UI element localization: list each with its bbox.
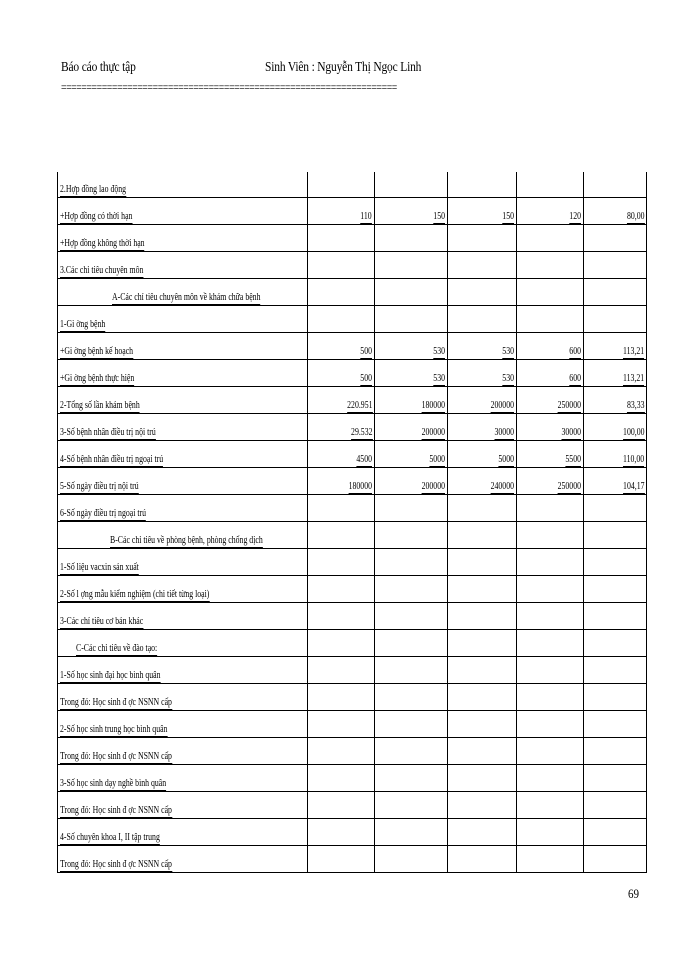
table-row [58, 414, 647, 441]
row-label-cell [58, 819, 308, 846]
row-label: Trong đó: Học sinh đ ợc NSNN cấp [60, 805, 172, 816]
value-cell [308, 765, 375, 792]
cell-value: 200000 [490, 400, 514, 411]
value-cell [375, 765, 448, 792]
table-row [58, 333, 647, 360]
table-body [58, 172, 647, 873]
table-row [58, 765, 647, 792]
row-label: 3.Các chỉ tiêu chuyên môn [60, 265, 144, 276]
value-cell [375, 711, 448, 738]
value-cell [375, 792, 448, 819]
value-cell [517, 765, 584, 792]
row-label: 1-Gi ờng bệnh [60, 319, 106, 330]
value-cell [308, 225, 375, 252]
value-cell [448, 360, 517, 387]
row-label-cell [58, 306, 308, 333]
value-cell [448, 333, 517, 360]
value-cell [448, 414, 517, 441]
row-label-cell [58, 414, 308, 441]
cell-value: 530 [502, 373, 514, 384]
row-label-cell [58, 576, 308, 603]
row-label: 2-Số học sinh trung học bình quân [60, 724, 168, 735]
value-cell [448, 657, 517, 684]
row-label: 1-Số học sinh đại học bình quân [60, 670, 161, 681]
cell-value: 250000 [557, 481, 581, 492]
table-row [58, 468, 647, 495]
value-cell [448, 819, 517, 846]
value-cell [375, 414, 448, 441]
cell-value: 113,21 [622, 373, 644, 384]
value-cell [308, 576, 375, 603]
value-cell [308, 630, 375, 657]
report-title: Báo cáo thực tập [61, 60, 136, 75]
row-label-cell [58, 549, 308, 576]
value-cell [448, 576, 517, 603]
value-cell [375, 441, 448, 468]
row-label-cell [58, 522, 308, 549]
cell-value: 110,00 [622, 454, 644, 465]
row-label-cell [58, 657, 308, 684]
row-label: A-Các chỉ tiêu chuyên môn về khám chữa bệnh [112, 292, 261, 303]
cell-value: 500 [360, 373, 372, 384]
value-cell [584, 172, 647, 198]
table-row [58, 630, 647, 657]
cell-value: 30000 [561, 427, 581, 438]
value-cell [584, 360, 647, 387]
table-row [58, 738, 647, 765]
value-cell [308, 414, 375, 441]
student-name: Sinh Viên : Nguyễn Thị Ngọc Linh [265, 60, 422, 75]
row-label-cell [58, 765, 308, 792]
value-cell [584, 846, 647, 873]
statistics-table [57, 172, 647, 873]
row-label-cell [58, 630, 308, 657]
row-label-cell [58, 387, 308, 414]
value-cell [375, 846, 448, 873]
value-cell [375, 549, 448, 576]
row-label-cell [58, 468, 308, 495]
value-cell [517, 333, 584, 360]
row-label: 3-Số bệnh nhân điều trị nội trú [60, 427, 156, 438]
value-cell [308, 172, 375, 198]
row-label-cell [58, 684, 308, 711]
row-label: Trong đó: Học sinh đ ợc NSNN cấp [60, 697, 172, 708]
row-label-cell [58, 360, 308, 387]
row-label-cell [58, 279, 308, 306]
value-cell [517, 657, 584, 684]
value-cell [375, 819, 448, 846]
value-cell [517, 684, 584, 711]
value-cell [448, 252, 517, 279]
row-label: 2-Số l ợng mẫu kiểm nghiệm (chi tiết từng loại) [60, 589, 210, 600]
row-label: +Hợp đồng không thời hạn [60, 238, 145, 249]
row-label-cell [58, 441, 308, 468]
value-cell [375, 468, 448, 495]
table-row [58, 495, 647, 522]
value-cell [517, 846, 584, 873]
value-cell [375, 684, 448, 711]
row-label-cell [58, 252, 308, 279]
value-cell [375, 306, 448, 333]
value-cell [308, 711, 375, 738]
table-row [58, 846, 647, 873]
cell-value: 29.532 [350, 427, 372, 438]
value-cell [584, 468, 647, 495]
value-cell [308, 522, 375, 549]
table-row [58, 792, 647, 819]
value-cell [308, 495, 375, 522]
table-row [58, 657, 647, 684]
value-cell [517, 603, 584, 630]
value-cell [517, 630, 584, 657]
value-cell [375, 360, 448, 387]
value-cell [308, 198, 375, 225]
row-label-cell [58, 738, 308, 765]
value-cell [584, 603, 647, 630]
value-cell [308, 819, 375, 846]
page-number: 69 [628, 886, 640, 901]
table-row [58, 522, 647, 549]
value-cell [517, 522, 584, 549]
value-cell [375, 172, 448, 198]
cell-value: 500 [360, 346, 372, 357]
table-row [58, 603, 647, 630]
value-cell [375, 603, 448, 630]
cell-value: 5500 [565, 454, 581, 465]
row-label: C-Các chỉ tiêu về đào tạo: [76, 643, 158, 654]
value-cell [517, 279, 584, 306]
row-label: 4-Số chuyên khoa I, II tập trung [60, 832, 160, 843]
cell-value: 200000 [421, 481, 445, 492]
row-label: 1-Số liệu vacxin sản xuất [60, 562, 139, 573]
cell-value: 30000 [494, 427, 514, 438]
cell-value: 113,21 [622, 346, 644, 357]
value-cell [584, 414, 647, 441]
value-cell [584, 684, 647, 711]
cell-value: 100,00 [622, 427, 644, 438]
value-cell [517, 819, 584, 846]
row-label-cell [58, 711, 308, 738]
value-cell [517, 495, 584, 522]
cell-value: 200000 [421, 427, 445, 438]
cell-value: 104,17 [622, 481, 644, 492]
cell-value: 5000 [429, 454, 445, 465]
value-cell [308, 738, 375, 765]
value-cell [584, 549, 647, 576]
value-cell [375, 279, 448, 306]
value-cell [584, 630, 647, 657]
value-cell [517, 711, 584, 738]
table-row [58, 711, 647, 738]
value-cell [517, 360, 584, 387]
value-cell [448, 198, 517, 225]
value-cell [448, 603, 517, 630]
cell-value: 5000 [498, 454, 514, 465]
table-row [58, 387, 647, 414]
row-label: B-Các chỉ tiêu về phòng bệnh, phòng chống dịch [110, 535, 263, 546]
value-cell [375, 657, 448, 684]
cell-value: 250000 [557, 400, 581, 411]
value-cell [448, 441, 517, 468]
table-row [58, 279, 647, 306]
cell-value: 120 [569, 211, 581, 222]
value-cell [448, 765, 517, 792]
value-cell [308, 846, 375, 873]
value-cell [584, 495, 647, 522]
value-cell [375, 522, 448, 549]
value-cell [517, 198, 584, 225]
value-cell [448, 522, 517, 549]
value-cell [375, 738, 448, 765]
value-cell [584, 225, 647, 252]
value-cell [448, 225, 517, 252]
value-cell [448, 549, 517, 576]
cell-value: 220.951 [346, 400, 372, 411]
value-cell [584, 333, 647, 360]
cell-value: 110 [360, 211, 372, 222]
value-cell [584, 792, 647, 819]
value-cell [375, 225, 448, 252]
row-label: 4-Số bệnh nhân điều trị ngoại trú [60, 454, 164, 465]
value-cell [448, 306, 517, 333]
cell-value: 150 [433, 211, 445, 222]
value-cell [584, 441, 647, 468]
row-label: Trong đó: Học sinh đ ợc NSNN cấp [60, 751, 172, 762]
table-row [58, 198, 647, 225]
table-row [58, 252, 647, 279]
value-cell [584, 819, 647, 846]
value-cell [308, 306, 375, 333]
value-cell [448, 172, 517, 198]
value-cell [517, 468, 584, 495]
row-label: +Hợp đồng có thời hạn [60, 211, 133, 222]
table-row [58, 549, 647, 576]
row-label: 5-Số ngày điều trị nội trú [60, 481, 139, 492]
value-cell [584, 576, 647, 603]
value-cell [584, 657, 647, 684]
value-cell [517, 414, 584, 441]
value-cell [517, 549, 584, 576]
value-cell [308, 279, 375, 306]
value-cell [375, 630, 448, 657]
value-cell [448, 387, 517, 414]
value-cell [517, 441, 584, 468]
value-cell [584, 279, 647, 306]
row-label: +Gi ờng bệnh kế hoạch [60, 346, 134, 357]
value-cell [308, 603, 375, 630]
value-cell [375, 387, 448, 414]
cell-value: 530 [502, 346, 514, 357]
value-cell [375, 576, 448, 603]
value-cell [448, 468, 517, 495]
value-cell [448, 684, 517, 711]
row-label-cell [58, 495, 308, 522]
value-cell [517, 792, 584, 819]
table-row [58, 684, 647, 711]
cell-value: 80,00 [626, 211, 644, 222]
table-row [58, 172, 647, 198]
value-cell [308, 657, 375, 684]
row-label-cell [58, 225, 308, 252]
cell-value: 180000 [421, 400, 445, 411]
value-cell [584, 522, 647, 549]
value-cell [448, 738, 517, 765]
value-cell [375, 198, 448, 225]
row-label: 2.Hợp đồng lao động [60, 184, 127, 195]
value-cell [584, 711, 647, 738]
value-cell [308, 333, 375, 360]
value-cell [308, 252, 375, 279]
value-cell [517, 387, 584, 414]
value-cell [448, 495, 517, 522]
table-row [58, 576, 647, 603]
value-cell [584, 387, 647, 414]
table-row [58, 306, 647, 333]
value-cell [308, 468, 375, 495]
value-cell [308, 684, 375, 711]
cell-value: 600 [569, 373, 581, 384]
value-cell [375, 495, 448, 522]
table-row [58, 225, 647, 252]
value-cell [584, 198, 647, 225]
value-cell [584, 306, 647, 333]
value-cell [517, 306, 584, 333]
row-label-cell [58, 846, 308, 873]
cell-value: 530 [433, 346, 445, 357]
value-cell [308, 549, 375, 576]
value-cell [517, 576, 584, 603]
cell-value: 600 [569, 346, 581, 357]
value-cell [517, 738, 584, 765]
value-cell [517, 172, 584, 198]
value-cell [448, 711, 517, 738]
value-cell [308, 792, 375, 819]
value-cell [584, 252, 647, 279]
value-cell [584, 738, 647, 765]
cell-value: 83,33 [626, 400, 644, 411]
table-row [58, 360, 647, 387]
row-label: 6-Số ngày điều trị ngoại trú [60, 508, 147, 519]
row-label: 3-Các chỉ tiêu cơ bản khác [60, 616, 144, 627]
cell-value: 180000 [348, 481, 372, 492]
row-label-cell [58, 333, 308, 360]
row-label-cell [58, 792, 308, 819]
cell-value: 530 [433, 373, 445, 384]
cell-value: 4500 [356, 454, 372, 465]
value-cell [517, 252, 584, 279]
row-label: 2-Tổng số lần khám bệnh [60, 400, 140, 411]
table-row [58, 819, 647, 846]
row-label: +Gi ờng bệnh thực hiện [60, 373, 135, 384]
cell-value: 240000 [490, 481, 514, 492]
cell-value: 150 [502, 211, 514, 222]
value-cell [517, 225, 584, 252]
value-cell [584, 765, 647, 792]
value-cell [308, 360, 375, 387]
row-label-cell [58, 603, 308, 630]
value-cell [375, 333, 448, 360]
value-cell [308, 441, 375, 468]
table-row [58, 441, 647, 468]
value-cell [375, 252, 448, 279]
value-cell [448, 792, 517, 819]
row-label: Trong đó: Học sinh đ ợc NSNN cấp [60, 859, 172, 870]
value-cell [448, 846, 517, 873]
value-cell [448, 279, 517, 306]
row-label-cell [58, 172, 308, 198]
header-rule: ================================================================== [61, 80, 397, 94]
value-cell [448, 630, 517, 657]
value-cell [308, 387, 375, 414]
row-label: 3-Số học sinh dạy nghề bình quân [60, 778, 167, 789]
row-label-cell [58, 198, 308, 225]
